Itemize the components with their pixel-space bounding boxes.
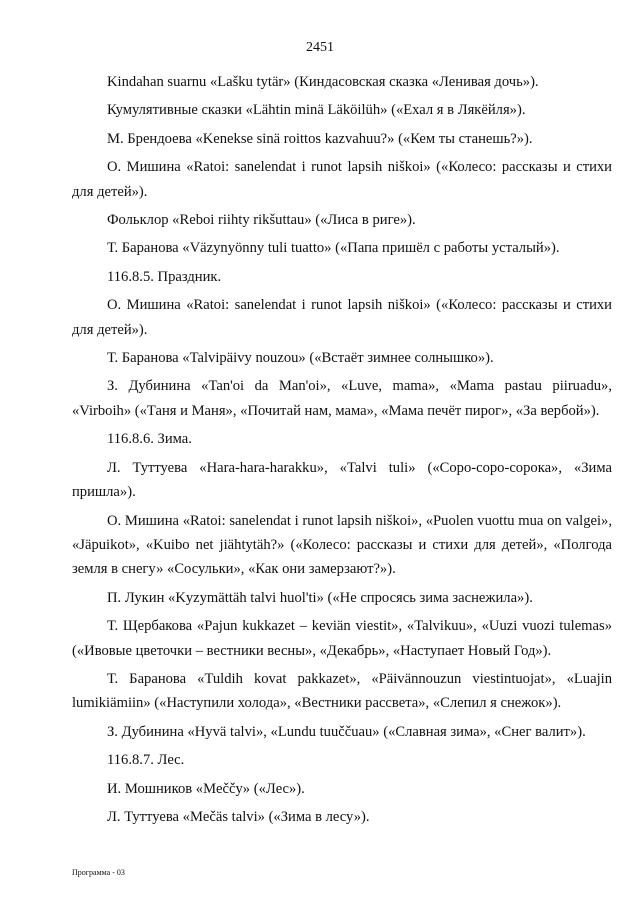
page-number: 2451 [306,40,334,55]
page-footer: Программа - 03 [72,868,125,877]
paragraph-brendoeva: М. Брендоева «Kenekse sinä roittos kazvahuu?» («Кем ты станешь?»). [107,130,533,147]
paragraph-mishina-ratoi-2: О. Мишина «Ratoi: sanelendat i runot lapsih niškoi» («Колесо: рассказы и стихи для детей»). [72,297,612,338]
paragraph-mishina-puolen: О. Мишина «Ratoi: sanelendat i runot lapsih niškoi», «Puolen vuottu mua on valgei», «Jäpuikot», «Kuibo net jiähtytäh?» («Колесо: рассказы и стихи для детей», «Полгода земля в снегу» «Сосульки», «Как они замерзают?»). [72,512,612,578]
paragraph-dubinina-hyva: З. Дубинина «Hyvä talvi», «Lundu tuuččuau» («Славная зима», «Снег валит»). [107,723,586,740]
page-content [72,70,612,833]
paragraph-cumulative-tales: Кумулятивные сказки «Lähtin minä Läköilüh» («Ехал я в Лякёйля»). [107,102,526,119]
paragraph-baranova-tuldih: Т. Баранова «Tuldih kovat pakkazet», «Päivännouzun viestintuojat», «Luajin lumikiämiin» («Наступили холода», «Вестники рассвета», «Слепил я снежок»). [72,670,612,712]
paragraph-baranova-papa: Т. Баранова «Väzynyönny tuli tuatto» («Папа пришёл с работы усталый»). [107,240,560,257]
paragraph-tuttueva-mecas: Л. Туттуева «Mečäs talvi» («Зима в лесу»). [107,808,370,825]
section-heading-holiday: 116.8.5. Праздник. [107,268,222,285]
paragraph-kindahan-suarnu: Kindahan suarnu «Lašku tytär» (Киндасовская сказка «Ленивая дочь»). [107,74,539,90]
paragraph-mishina-ratoi: О. Мишина «Ratoi: sanelendat i runot lapsih niškoi» («Колесо: рассказы и стихи для детей»). [72,159,612,200]
paragraph-baranova-talvipaivy: Т. Баранова «Talvipäivy nouzou» («Встаёт зимнее солнышко»). [107,350,494,367]
paragraph-tuttueva-hara: Л. Туттуева «Hara-hara-harakku», «Talvi tuli» («Соро-соро-сорока», «Зима пришла»). [72,459,612,501]
section-heading-winter: 116.8.6. Зима. [107,431,192,448]
paragraph-dubinina-tanoi: З. Дубинина «Tan'oi da Man'oi», «Luve, mama», «Mama pastau piiruadu», «Virboih» («Таня и Маня», «Почитай нам, мама», «Мама печёт пирог», «За вербой»). [72,378,612,419]
paragraph-moshnikov: И. Мошников «Meččy» («Лес»). [107,780,305,797]
paragraph-folklore-reboi: Фольклор «Reboi riihty rikšuttau» («Лиса в риге»). [107,212,416,229]
paragraph-scherbakova: Т. Щербакова «Pajun kukkazet – keviän viestit», «Talvikuu», «Uuzi vuozi tulemas» («Ивовые цветочки – вестники весны», «Декабрь», «Наступает Новый Год»). [72,618,612,659]
section-heading-forest: 116.8.7. Лес. [107,752,185,769]
paragraph-lukin: П. Лукин «Kyzymättäh talvi huol'ti» («Не спросясь зима заснежила»). [107,589,533,606]
